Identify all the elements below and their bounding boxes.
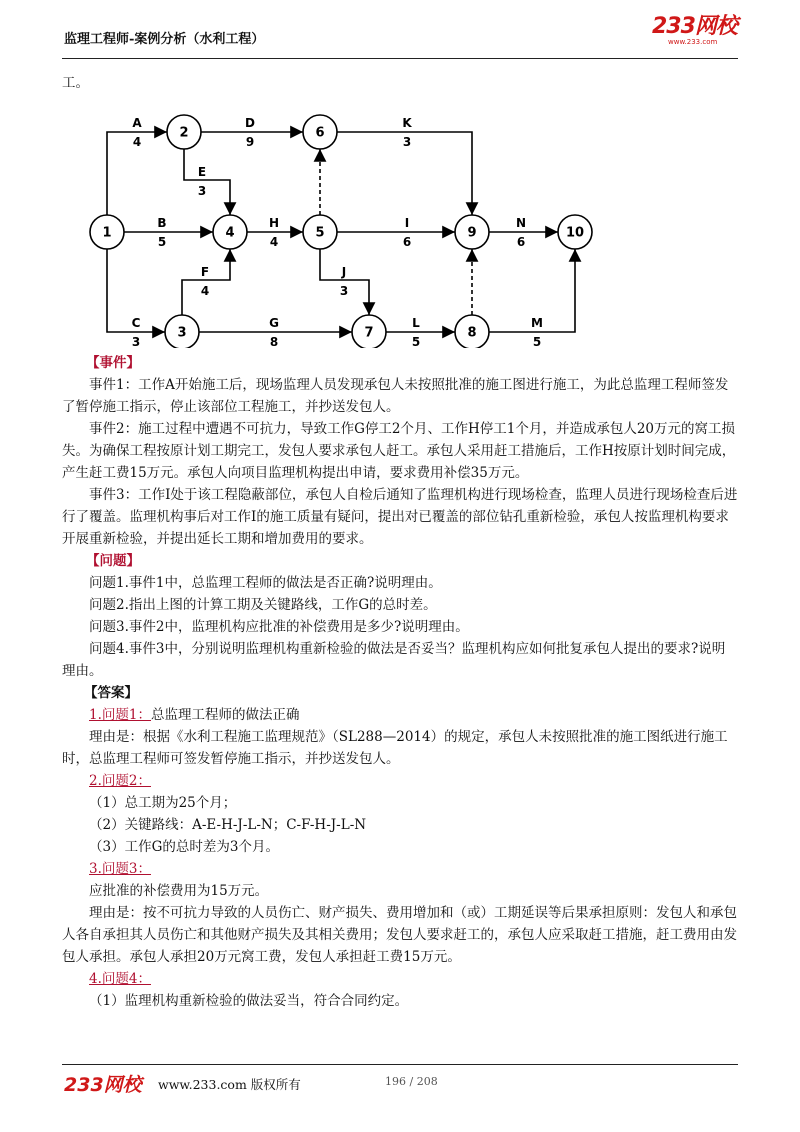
event-3: 事件3：工作I处于该工程隐蔽部位，承包人自检后通知了监理机构进行现场检查，监理人员进行现场检查后进行了覆盖。监理机构事后对工作I的施工质量有疑问，提出对已覆盖的部位钻孔重新检验，承包人按监理机构要求开展重新检验，并提出延长工期和增加费用的要求。 [62,487,738,547]
answer-3-text: 应批准的补偿费用为15万元。 [89,883,269,899]
activity-L-duration: 5 [411,335,421,348]
activity-E-duration: 3 [197,184,207,198]
activity-F-duration: 4 [200,284,210,298]
edge-J [320,249,369,315]
events-heading: 【事件】 [86,355,140,371]
page-content [62,72,738,1012]
activity-D-name: D [245,116,255,130]
network-diagram [62,100,602,348]
node-5 [303,215,337,249]
answer-1-label: 1.问题1： [89,707,151,723]
activity-J-name: J [341,265,347,279]
footer-divider [62,1064,738,1065]
node-2 [167,115,201,149]
logo-url: www.233.com [668,38,718,46]
activity-B-duration: 5 [157,235,167,249]
activity-L-name: L [412,316,420,330]
page-number: 196 / 208 [385,1075,438,1088]
activity-B-name: B [157,216,167,230]
svg-text:6: 6 [315,125,325,141]
answers-heading: 【答案】 [84,685,138,701]
node-4 [213,215,247,249]
answer-3-reason: 理由是：按不可抗力导致的人员伤亡、财产损失、费用增加和（或）工期延误等后果承担原则：发包人和承包人各自承担其人员伤亡和其他财产损失及其相关费用；发包人要求赶工的，承包人应采取赶工措施，赶工费用由发包人承担。承包人承担20万元窝工费，发包人承担赶工费15万元。 [62,905,737,965]
node-7 [352,315,386,348]
svg-text:4: 4 [225,225,235,241]
activity-C-duration: 3 [131,335,141,348]
node-1 [90,215,124,249]
svg-text:5: 5 [315,225,325,241]
activity-I-duration: 6 [402,235,412,249]
question-1: 问题1.事件1中，总监理工程师的做法是否正确?说明理由。 [89,575,442,591]
answer-2-line-3: （3）工作G的总时差为3个月。 [89,839,279,855]
node-6 [303,115,337,149]
footer-logo[interactable]: 233网校 [64,1074,142,1096]
answer-2-label: 2.问题2： [89,773,151,789]
node-3 [165,315,199,348]
brand-logo[interactable] [652,16,738,50]
question-2: 问题2.指出上图的计算工期及关键路线，工作G的总时差。 [89,597,437,613]
answer-1-line [62,704,738,726]
activity-E-name: E [197,165,207,179]
activity-D-duration: 9 [245,135,255,149]
questions-heading: 【问题】 [86,553,140,569]
activity-F-name: F [200,265,210,279]
header-title: 监理工程师-案例分析（水利工程） [64,32,265,47]
intro-text: 工。 [62,75,89,91]
activity-K-name: K [402,116,412,130]
activity-G-name: G [269,316,279,330]
node-9 [455,215,489,249]
event-1: 事件1：工作A开始施工后，现场监理人员发现承包人未按照批准的施工图进行施工，为此总监理工程师签发了暂停施工指示，停止该部位工程施工，并抄送发包人。 [62,377,729,415]
activity-A-duration: 4 [132,135,142,149]
activity-N-duration: 6 [516,235,526,249]
svg-text:1: 1 [102,225,112,241]
event-2: 事件2：施工过程中遭遇不可抗力，导致工作G停工2个月、工作H停工1个月，并造成承包人20万元的窝工损失。为确保工程按原计划工期完工，发包人要求承包人赶工。承包人采用赶工措施后，工作H按原计划时间完成，产生赶工费15万元。承包人向项目监理机构提出申请，要求费用补偿35万元。 [62,421,736,481]
answer-4-line-1: （1）监理机构重新检验的做法妥当，符合合同约定。 [89,993,409,1009]
activity-I-name: I [404,216,410,230]
activity-K-duration: 3 [402,135,412,149]
svg-text:2: 2 [179,125,189,141]
logo-text: 233网校 [652,14,737,39]
svg-text:10: 10 [565,225,585,241]
question-3: 问题3.事件2中，监理机构应批准的补偿费用是多少?说明理由。 [89,619,469,635]
node-10 [558,215,592,249]
answer-2-line-2: （2）关键路线：A-E-H-J-L-N；C-F-H-J-L-N [89,817,367,833]
activity-N-name: N [515,216,527,230]
activity-C-name: C [131,316,141,330]
answer-1-text: 总监理工程师的做法正确 [150,707,300,723]
svg-text:3: 3 [177,325,187,341]
edge-F [182,249,230,315]
activity-A-name: A [132,116,142,130]
activity-M-duration: 5 [532,335,542,348]
svg-text:9: 9 [467,225,477,241]
activity-J-duration: 3 [339,284,349,298]
svg-text:8: 8 [467,325,477,341]
answer-3-label: 3.问题3： [89,861,151,877]
answer-4-label: 4.问题4： [89,971,151,987]
svg-text:7: 7 [364,325,374,341]
header-divider [62,58,738,59]
edge-E [184,149,230,215]
answer-1-reason: 理由是：根据《水利工程施工监理规范》（SL288—2014）的规定，承包人未按照批准的施工图纸进行施工时，总监理工程师可签发暂停施工指示，并抄送发包人。 [62,729,728,767]
answer-2-line-1: （1）总工期为25个月； [89,795,237,811]
activity-G-duration: 8 [269,335,279,348]
activity-H-duration: 4 [269,235,279,249]
node-8 [455,315,489,348]
question-4: 问题4.事件3中，分别说明监理机构重新检验的做法是否妥当？监理机构应如何批复承包人提出的要求?说明理由。 [62,641,726,679]
activity-H-name: H [268,216,280,230]
activity-M-name: M [531,316,543,330]
footer-copyright: www.233.com 版权所有 [158,1077,301,1092]
